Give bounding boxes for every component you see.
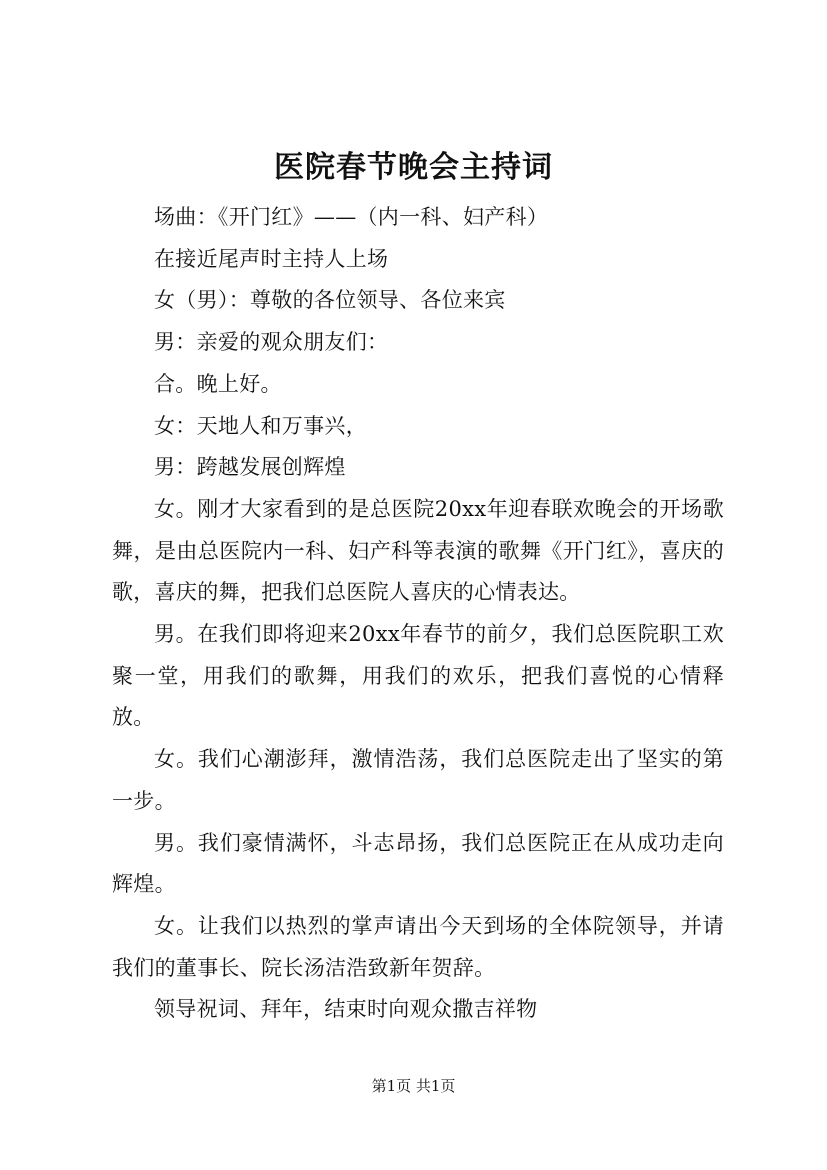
paragraph: 合。晚上好。 — [154, 371, 282, 396]
paragraph: 女（男）：尊敬的各位领导、各位来宾 — [154, 288, 506, 313]
paragraph: 男：跨越发展创辉煌 — [154, 455, 346, 480]
paragraph: 男。在我们即将迎来20xx年春节的前夕，我们总医院职工欢聚一堂，用我们的歌舞，用我们的欢乐，把我们喜悦的心情释放。 — [112, 622, 724, 730]
paragraph: 领导祝词、拜年，结束时向观众撒吉祥物 — [154, 997, 538, 1022]
paragraph: 男：亲爱的观众朋友们： — [154, 330, 389, 355]
paragraph: 女。让我们以热烈的掌声请出今天到场的全体院领导，并请我们的董事长、院长汤洁浩致新年贺辞。 — [112, 913, 724, 980]
page-number-footer: 第1页 共1页 — [371, 1077, 456, 1095]
paragraph: 女：天地人和万事兴， — [154, 413, 367, 438]
paragraph: 女。刚才大家看到的是总医院20xx年迎春联欢晚会的开场歌舞，是由总医院内一科、妇产科等表演的歌舞《开门红》，喜庆的歌，喜庆的舞，把我们总医院人喜庆的心情表达。 — [112, 496, 724, 605]
paragraph: 场曲：《开门红》——（内一科、妇产科） — [154, 205, 549, 229]
document-title: 医院春节晚会主持词 — [274, 150, 553, 185]
paragraph: 在接近尾声时主持人上场 — [154, 246, 389, 271]
document-body — [112, 197, 724, 1031]
paragraph: 女。我们心潮澎拜，激情浩荡，我们总医院走出了坚实的第一步。 — [112, 747, 724, 813]
paragraph: 男。我们豪情满怀，斗志昂扬，我们总医院正在从成功走向辉煌。 — [112, 830, 724, 897]
